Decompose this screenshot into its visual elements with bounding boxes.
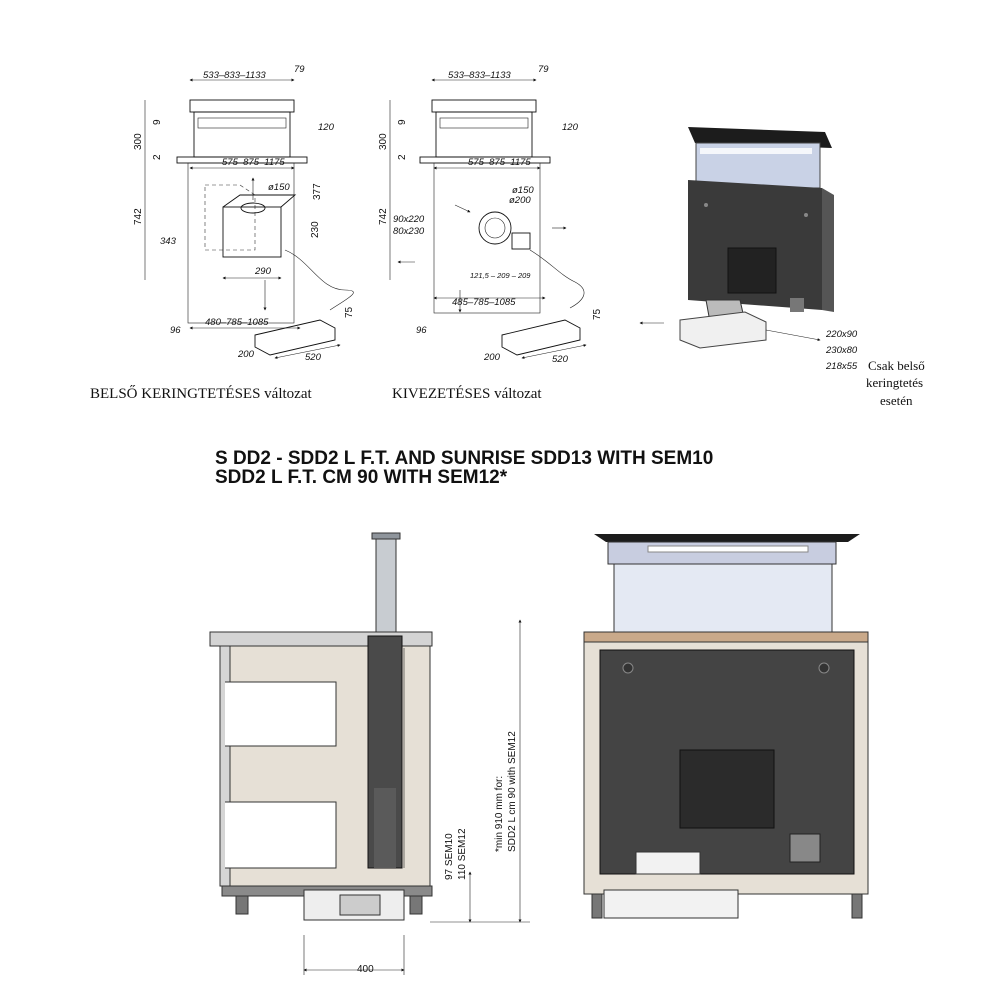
dim-343: 343: [160, 236, 176, 247]
dim-96-2: 96: [416, 325, 427, 336]
dim-75-2: 75: [592, 308, 603, 320]
dim-120-2: 120: [562, 122, 578, 133]
dim-9: 9: [152, 119, 163, 125]
dim-150: ø150: [268, 182, 290, 193]
dim-width-mid: 575–875–1175: [222, 157, 285, 168]
dim-742: 742: [133, 208, 144, 225]
dim-75: 75: [344, 306, 355, 318]
size-220x90: 220x90: [826, 329, 858, 340]
dim-520-2: 520: [552, 354, 568, 365]
dim-300: 300: [133, 133, 144, 150]
recirculating-drawing: [133, 64, 355, 363]
size-218x55: 218x55: [826, 361, 858, 372]
dim-79: 79: [294, 64, 305, 75]
dim-230: 230: [310, 221, 321, 238]
note-line-1: Csak belső: [868, 358, 925, 373]
note-line-2: keringtetés: [866, 375, 924, 390]
dim-200-2: ø200: [509, 195, 531, 206]
dim-2: 2: [152, 154, 163, 160]
dim-width-bot: 480–785–1085: [205, 317, 269, 328]
dim-2-2: 2: [397, 154, 408, 160]
recirculating-label: BELSŐ KERINGTETÉSES változat: [90, 386, 312, 402]
dim-9-2: 9: [397, 119, 408, 125]
side-section: [210, 533, 530, 975]
dim-300-2: 300: [378, 133, 389, 150]
label-sem12: 110 SEM12: [457, 828, 468, 880]
dim-400: 400: [357, 964, 374, 975]
ducted-label: KIVEZETÉSES változat: [392, 386, 542, 402]
title-line-1: S DD2 - SDD2 L F.T. AND SUNRISE SDD13 WITH SEM10: [215, 448, 714, 469]
note-line-3: esetén: [880, 393, 913, 408]
dim-200b: 200: [484, 352, 500, 363]
dim-80x230: 80x230: [393, 226, 425, 237]
dim-290: 290: [255, 266, 271, 277]
dim-width-mid-2: 575–875–1175: [468, 157, 531, 168]
dim-79-2: 79: [538, 64, 549, 75]
dim-742-2: 742: [378, 208, 389, 225]
size-230x80: 230x80: [826, 345, 858, 356]
hood-render: [640, 127, 834, 348]
dim-width-top-2: 533–833–1133: [448, 70, 511, 81]
dim-120: 120: [318, 122, 334, 133]
dim-offsets: 121,5 – 209 – 209: [470, 271, 531, 280]
min-note-2: SDD2 L cm 90 with SEM12: [507, 731, 518, 852]
title-line-2: SDD2 L F.T. CM 90 WITH SEM12*: [215, 467, 508, 488]
front-view: [584, 534, 868, 918]
dim-377: 377: [312, 183, 323, 200]
ducted-drawing: [378, 64, 603, 365]
dim-width-top: 533–833–1133: [203, 70, 266, 81]
min-note-1: *min 910 mm for:: [494, 775, 505, 852]
label-sem10: 97 SEM10: [444, 833, 455, 880]
dim-200: 200: [238, 349, 254, 360]
dim-150-2: ø150: [512, 185, 534, 196]
dim-width-bot-2: 485–785–1085: [452, 297, 516, 308]
dim-96: 96: [170, 325, 181, 336]
dim-520: 520: [305, 352, 321, 363]
dim-90x220: 90x220: [393, 214, 425, 225]
